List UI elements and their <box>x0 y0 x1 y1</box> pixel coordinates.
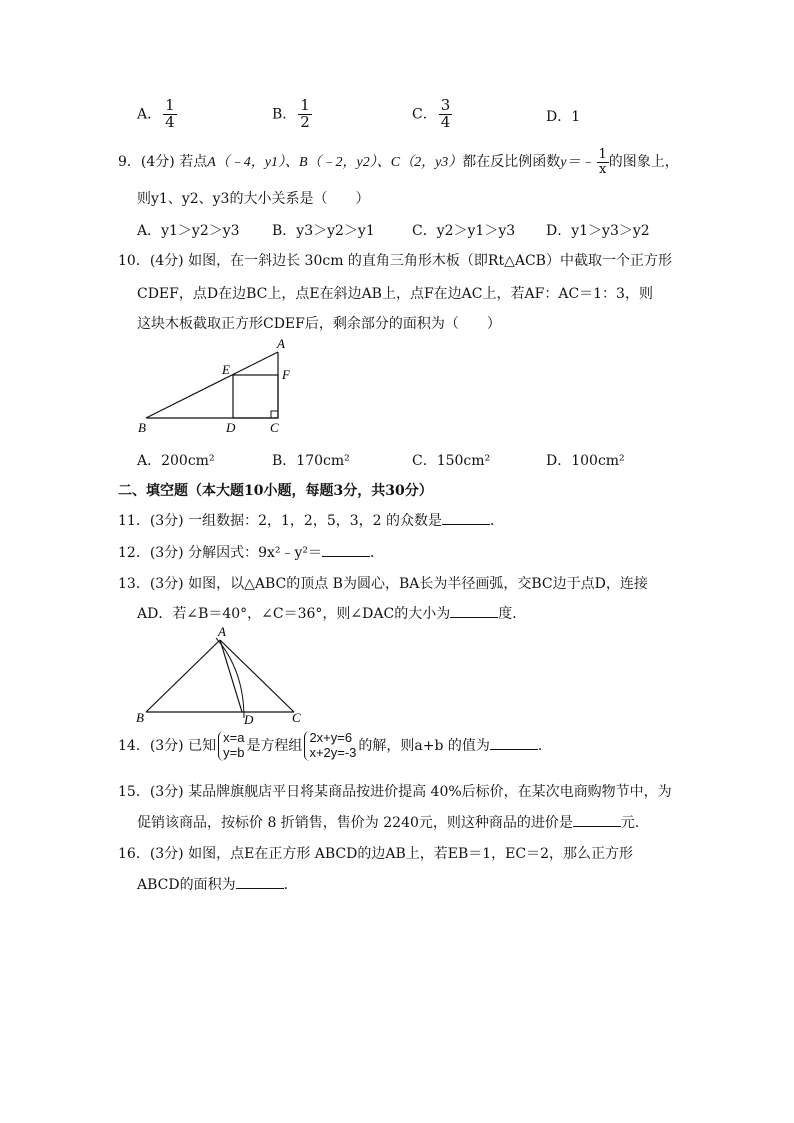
section-title: 二、填空题（本大题10小题，每题3分，共30分） <box>118 483 433 499</box>
q13-line1: 13．(3分) 如图，以△ABC的顶点 B为圆心，BA长为半径画弧，交BC边于点D，连接 <box>118 576 648 592</box>
q8-option-d: D．1 <box>546 109 581 125</box>
q10-option-a: A．200cm² <box>137 453 215 469</box>
label-a: A <box>218 626 226 639</box>
q16-line1: 16．(3分) 如图，点E在正方形 ABCD的边AB上，若EB＝1，EC＝2，那么正方形 <box>118 846 634 862</box>
q8-option-b: B． $\frac{1}{2}$ <box>272 96 310 131</box>
label-c: C <box>292 710 301 725</box>
label-a: A <box>277 336 285 351</box>
q14: 14．(3分) 已知 x=a y=b 是方程组 2x+y=6 x+2y=-3 的解，则a+b 的值为 ． <box>118 730 552 760</box>
q10-line2: CDEF，点D在边BC上，点E在斜边AB上，点F在边AC上，若AF：AC＝1：3，则 <box>137 286 653 302</box>
q9-line2: 则y1、y2、y3的大小关系是（ ） <box>137 191 370 207</box>
q9-option-b: B．y3＞y2＞y1 <box>272 223 375 239</box>
q9-option-c: C．y2＞y1＞y3 <box>412 223 516 239</box>
line-ba <box>146 640 220 712</box>
q12: 12．(3分) 分解因式：9x²﹣y²＝ ． <box>118 545 385 561</box>
label-f: F <box>282 367 290 382</box>
q15-line2: 促销该商品，按标价 8 折销售，售价为 2240元，则这种商品的进价是 元． <box>137 815 649 831</box>
q11: 11．(3分) 一组数据：2，1，2，5，3，2 的众数是 ． <box>118 513 504 529</box>
right-angle-mark <box>271 411 278 418</box>
q9-line1: 9．(4分) 若点A（﹣4，y1）、B（﹣2，y2）、C（2，y3）都在反比例函数y＝﹣ $\frac{1}{x}$ 的图象上， <box>118 147 679 177</box>
label-c: C <box>270 420 279 435</box>
q10-line1: 10．(4分) 如图，在一斜边长 30cm 的直角三角形木板（即Rt△ACB）中截取一个正方形 <box>118 253 672 269</box>
q16-line2: ABCD的面积为 ． <box>137 877 298 893</box>
q13-figure <box>132 626 312 726</box>
label-d: D <box>244 712 254 726</box>
q10-option-b: B．170cm² <box>272 453 350 469</box>
q8-option-a: A． $\frac{1}{4}$ <box>137 96 175 131</box>
q10-line3: 这块木板截取正方形CDEF后，剩余部分的面积为（ ） <box>137 316 501 332</box>
label-b: B <box>138 420 146 435</box>
label-d: D <box>226 420 236 435</box>
q9-option-d: D．y1＞y3＞y2 <box>546 223 650 239</box>
q15-line1: 15．(3分) 某品牌旗舰店平日将某商品按进价提高 40%后标价，在某次电商购物节中，为 <box>118 784 672 800</box>
q10-figure <box>132 332 302 440</box>
label-b: B <box>136 710 144 725</box>
q9-option-a: A．y1＞y2＞y3 <box>137 223 240 239</box>
q10-option-d: D．100cm² <box>546 453 625 469</box>
q13-line2: AD．若∠B＝40°，∠C＝36°，则∠DAC的大小为 度． <box>137 606 527 622</box>
label-e: E <box>222 362 230 377</box>
line-ba <box>146 352 278 418</box>
q10-option-c: C．150cm² <box>412 453 491 469</box>
q8-option-c: C． $\frac{3}{4}$ <box>412 96 451 131</box>
